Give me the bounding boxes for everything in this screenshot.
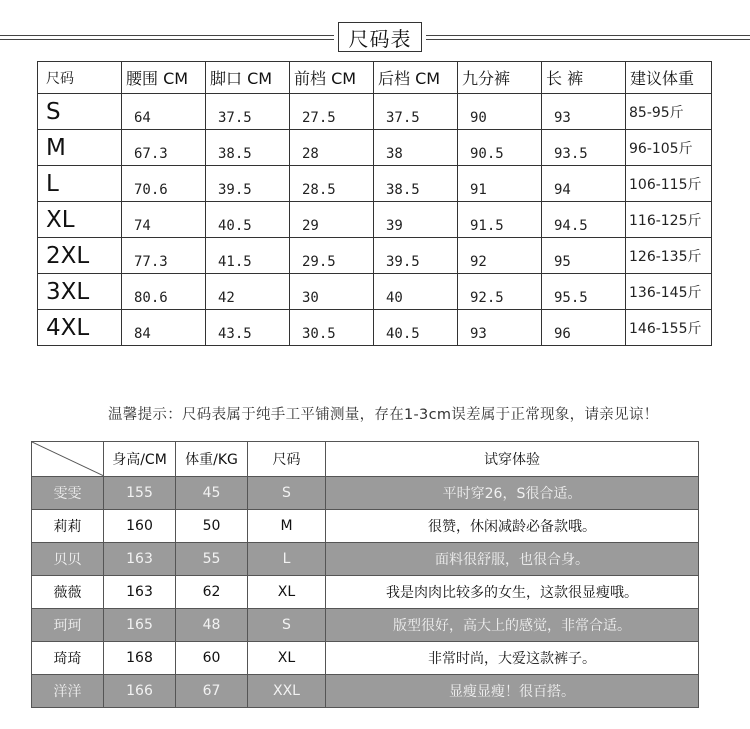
header-size: 尺码 xyxy=(248,442,326,477)
front-rise-value: 30 xyxy=(290,274,374,310)
try-on-table xyxy=(31,441,699,708)
try-on-row xyxy=(32,609,699,642)
model-size: L xyxy=(248,543,326,576)
long-value: 96 xyxy=(542,310,626,346)
cropped-value: 92.5 xyxy=(458,274,542,310)
long-value: 94.5 xyxy=(542,202,626,238)
size-row xyxy=(38,94,712,130)
hem-value: 41.5 xyxy=(206,238,290,274)
weight-value: 106-115斤 xyxy=(626,166,712,202)
model-height: 165 xyxy=(104,609,176,642)
hem-value: 42 xyxy=(206,274,290,310)
try-on-row xyxy=(32,510,699,543)
size-row xyxy=(38,202,712,238)
header-hem: 脚口 CM xyxy=(206,62,290,94)
model-comment: 版型很好，高大上的感觉，非常合适。 xyxy=(326,609,699,642)
model-weight: 45 xyxy=(176,477,248,510)
cropped-value: 91.5 xyxy=(458,202,542,238)
size-row xyxy=(38,238,712,274)
front-rise-value: 28 xyxy=(290,130,374,166)
header-long: 长 裤 xyxy=(542,62,626,94)
try-on-row xyxy=(32,642,699,675)
waist-value: 70.6 xyxy=(122,166,206,202)
weight-value: 116-125斤 xyxy=(626,202,712,238)
model-comment: 我是肉肉比较多的女生，这款很显瘦哦。 xyxy=(326,576,699,609)
weight-value: 146-155斤 xyxy=(626,310,712,346)
hem-value: 43.5 xyxy=(206,310,290,346)
long-value: 95.5 xyxy=(542,274,626,310)
back-rise-value: 39 xyxy=(374,202,458,238)
front-rise-value: 30.5 xyxy=(290,310,374,346)
size-chart-header xyxy=(38,62,712,94)
model-weight: 48 xyxy=(176,609,248,642)
hem-value: 39.5 xyxy=(206,166,290,202)
try-on-row xyxy=(32,477,699,510)
try-on-row xyxy=(32,576,699,609)
size-label: 2XL xyxy=(38,238,122,274)
model-name: 薇薇 xyxy=(32,576,104,609)
back-rise-value: 37.5 xyxy=(374,94,458,130)
model-size: XXL xyxy=(248,675,326,708)
model-name: 贝贝 xyxy=(32,543,104,576)
cropped-value: 92 xyxy=(458,238,542,274)
size-label: S xyxy=(38,94,122,130)
model-comment: 平时穿26，S很合适。 xyxy=(326,477,699,510)
header-experience: 试穿体验 xyxy=(326,442,699,477)
waist-value: 84 xyxy=(122,310,206,346)
waist-value: 80.6 xyxy=(122,274,206,310)
title-box xyxy=(334,18,426,56)
model-height: 155 xyxy=(104,477,176,510)
model-size: XL xyxy=(248,576,326,609)
header-height: 身高/CM xyxy=(104,442,176,477)
weight-value: 96-105斤 xyxy=(626,130,712,166)
size-row xyxy=(38,166,712,202)
cropped-value: 90.5 xyxy=(458,130,542,166)
cropped-value: 93 xyxy=(458,310,542,346)
hem-value: 38.5 xyxy=(206,130,290,166)
model-comment: 显瘦显瘦！很百搭。 xyxy=(326,675,699,708)
model-weight: 55 xyxy=(176,543,248,576)
size-row xyxy=(38,274,712,310)
model-size: S xyxy=(248,477,326,510)
model-comment: 非常时尚，大爱这款裤子。 xyxy=(326,642,699,675)
back-rise-value: 38 xyxy=(374,130,458,166)
header-size: 尺码 xyxy=(38,62,122,94)
model-name: 莉莉 xyxy=(32,510,104,543)
front-rise-value: 29 xyxy=(290,202,374,238)
cropped-value: 90 xyxy=(458,94,542,130)
hem-value: 40.5 xyxy=(206,202,290,238)
model-weight: 62 xyxy=(176,576,248,609)
waist-value: 74 xyxy=(122,202,206,238)
long-value: 94 xyxy=(542,166,626,202)
model-height: 163 xyxy=(104,576,176,609)
header-body-weight: 体重/KG xyxy=(176,442,248,477)
long-value: 95 xyxy=(542,238,626,274)
weight-value: 85-95斤 xyxy=(626,94,712,130)
cropped-value: 91 xyxy=(458,166,542,202)
model-height: 168 xyxy=(104,642,176,675)
try-on-row xyxy=(32,675,699,708)
model-comment: 很赞，休闲减龄必备款哦。 xyxy=(326,510,699,543)
waist-value: 77.3 xyxy=(122,238,206,274)
front-rise-value: 28.5 xyxy=(290,166,374,202)
header-back-rise: 后档 CM xyxy=(374,62,458,94)
size-label: L xyxy=(38,166,122,202)
model-name: 琦琦 xyxy=(32,642,104,675)
model-height: 166 xyxy=(104,675,176,708)
waist-value: 67.3 xyxy=(122,130,206,166)
header-cropped: 九分裤 xyxy=(458,62,542,94)
model-weight: 50 xyxy=(176,510,248,543)
size-label: M xyxy=(38,130,122,166)
size-label: 4XL xyxy=(38,310,122,346)
model-height: 160 xyxy=(104,510,176,543)
weight-value: 136-145斤 xyxy=(626,274,712,310)
model-weight: 67 xyxy=(176,675,248,708)
header-corner xyxy=(32,442,104,477)
weight-value: 126-135斤 xyxy=(626,238,712,274)
model-size: S xyxy=(248,609,326,642)
header-weight: 建议体重 xyxy=(626,62,712,94)
model-name: 珂珂 xyxy=(32,609,104,642)
size-label: XL xyxy=(38,202,122,238)
model-size: XL xyxy=(248,642,326,675)
long-value: 93 xyxy=(542,94,626,130)
waist-value: 64 xyxy=(122,94,206,130)
back-rise-value: 40.5 xyxy=(374,310,458,346)
page-title: 尺码表 xyxy=(348,26,412,51)
back-rise-value: 39.5 xyxy=(374,238,458,274)
try-on-row xyxy=(32,543,699,576)
back-rise-value: 38.5 xyxy=(374,166,458,202)
size-label: 3XL xyxy=(38,274,122,310)
try-on-header xyxy=(32,442,699,477)
header-front-rise: 前档 CM xyxy=(290,62,374,94)
model-weight: 60 xyxy=(176,642,248,675)
diagonal-line xyxy=(32,442,104,476)
front-rise-value: 29.5 xyxy=(290,238,374,274)
model-comment: 面料很舒服，也很合身。 xyxy=(326,543,699,576)
front-rise-value: 27.5 xyxy=(290,94,374,130)
hem-value: 37.5 xyxy=(206,94,290,130)
model-name: 洋洋 xyxy=(32,675,104,708)
model-name: 雯雯 xyxy=(32,477,104,510)
model-size: M xyxy=(248,510,326,543)
model-height: 163 xyxy=(104,543,176,576)
size-chart-table xyxy=(37,61,712,346)
measurement-note: 温馨提示：尺码表属于纯手工平铺测量，存在1-3cm误差属于正常现象，请亲见谅！ xyxy=(108,407,659,423)
back-rise-value: 40 xyxy=(374,274,458,310)
header-waist: 腰围 CM xyxy=(122,62,206,94)
size-row xyxy=(38,310,712,346)
size-row xyxy=(38,130,712,166)
long-value: 93.5 xyxy=(542,130,626,166)
